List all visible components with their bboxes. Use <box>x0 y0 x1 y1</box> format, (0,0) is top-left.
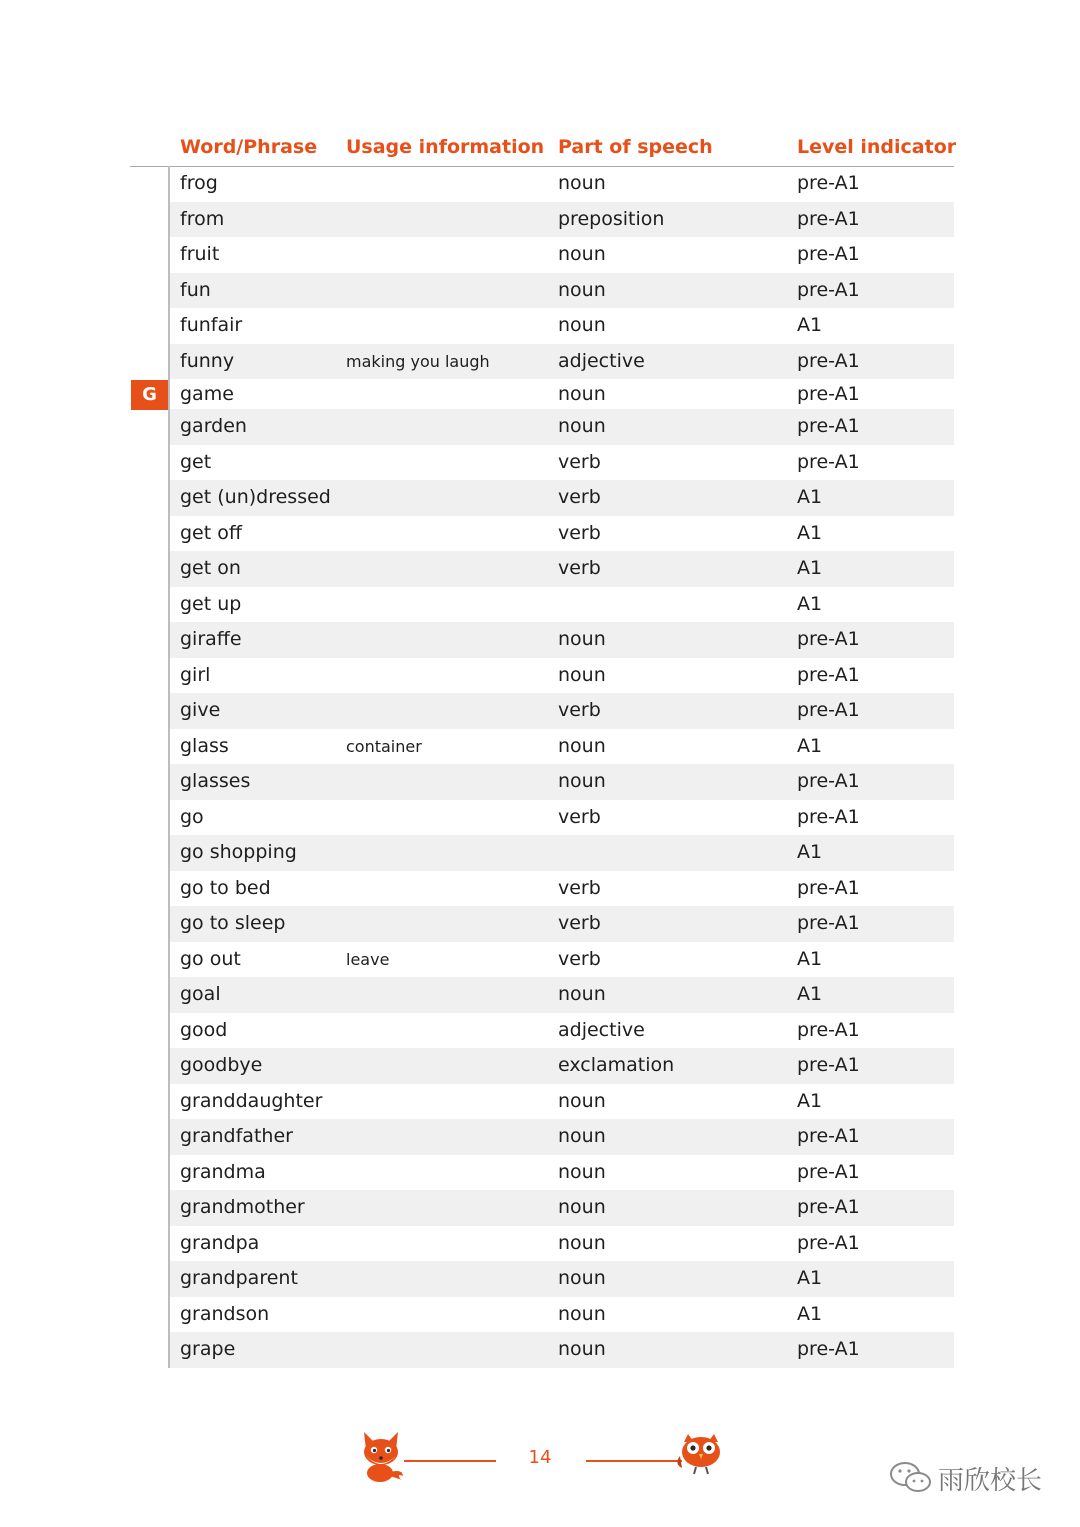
level-cell: pre-A1 <box>797 415 860 437</box>
word-cell: glass <box>180 734 229 757</box>
table-row <box>170 1332 954 1368</box>
level-cell: pre-A1 <box>797 1125 860 1147</box>
word-cell: get (un)dressed <box>180 486 331 508</box>
word-cell: get up <box>180 592 242 615</box>
word-cell: giraffe <box>180 628 242 650</box>
pos-cell: adjective <box>558 349 645 372</box>
usage-cell: leave <box>346 949 390 969</box>
level-cell: pre-A1 <box>797 278 860 301</box>
level-cell: A1 <box>797 841 823 863</box>
table-row <box>170 551 954 587</box>
pos-cell: verb <box>558 450 601 473</box>
word-cell: get on <box>180 557 241 579</box>
table-row <box>170 693 954 729</box>
level-cell: pre-A1 <box>797 172 860 194</box>
pos-cell: verb <box>558 699 601 721</box>
usage-cell: container <box>346 736 422 756</box>
word-cell: get off <box>180 521 242 544</box>
table-row <box>170 166 954 202</box>
table-row <box>170 871 954 907</box>
table-row <box>170 622 954 658</box>
pos-cell: noun <box>558 1160 606 1183</box>
level-cell: pre-A1 <box>797 805 860 828</box>
owl-mascot-icon <box>672 1428 730 1478</box>
pos-cell: verb <box>558 947 601 970</box>
pos-cell: noun <box>558 243 606 265</box>
level-cell: A1 <box>797 1302 823 1325</box>
word-cell: grandfather <box>180 1125 293 1147</box>
table-row <box>170 273 954 309</box>
word-cell: from <box>180 207 225 230</box>
pos-cell: noun <box>558 983 606 1005</box>
level-cell: pre-A1 <box>797 243 860 265</box>
level-cell: pre-A1 <box>797 1196 860 1218</box>
pos-cell: verb <box>558 486 601 508</box>
level-cell: A1 <box>797 557 823 579</box>
table-row <box>170 1155 954 1191</box>
table-row <box>170 1226 954 1262</box>
word-cell: fun <box>180 278 211 301</box>
pos-cell: noun <box>558 383 606 405</box>
word-cell: goodbye <box>180 1054 263 1076</box>
pos-cell: noun <box>558 1125 606 1147</box>
pos-cell: verb <box>558 912 601 934</box>
table-row <box>170 445 954 481</box>
table-row <box>170 977 954 1013</box>
word-cell: grape <box>180 1338 236 1360</box>
header-word: Word/Phrase <box>180 136 318 158</box>
table-row <box>170 202 954 238</box>
pos-cell: noun <box>558 172 606 194</box>
level-cell: A1 <box>797 592 823 615</box>
footer-rule-left <box>404 1460 496 1462</box>
table-row <box>170 1013 954 1049</box>
word-cell: go to bed <box>180 876 271 899</box>
pos-cell: noun <box>558 415 606 437</box>
word-cell: girl <box>180 663 211 686</box>
level-cell: pre-A1 <box>797 383 860 405</box>
table-row <box>170 308 954 344</box>
pos-cell: noun <box>558 278 606 301</box>
table-row <box>170 1190 954 1226</box>
word-cell: give <box>180 699 221 721</box>
pos-cell: noun <box>558 1231 606 1254</box>
word-cell: granddaughter <box>180 1089 323 1112</box>
header-pos: Part of speech <box>558 136 713 158</box>
level-cell: pre-A1 <box>797 207 860 230</box>
word-cell: good <box>180 1018 228 1041</box>
table-row <box>170 1084 954 1120</box>
wechat-icon <box>888 1460 934 1496</box>
level-cell: pre-A1 <box>797 663 860 686</box>
level-cell: pre-A1 <box>797 1018 860 1041</box>
word-cell: funny <box>180 349 235 372</box>
table-row <box>170 1261 954 1297</box>
pos-cell: exclamation <box>558 1054 675 1076</box>
level-cell: pre-A1 <box>797 1054 860 1076</box>
table-row <box>170 906 954 942</box>
table-row <box>170 516 954 552</box>
pos-cell: noun <box>558 1302 606 1325</box>
table-row <box>170 658 954 694</box>
pos-cell: noun <box>558 1089 606 1112</box>
table-row <box>170 587 954 623</box>
pos-cell: noun <box>558 628 606 650</box>
watermark-text: 雨欣校长 <box>938 1466 1043 1496</box>
word-cell: go <box>180 805 204 828</box>
table-row <box>170 835 954 871</box>
level-cell: A1 <box>797 983 823 1005</box>
pos-cell: noun <box>558 770 606 792</box>
vocabulary-table <box>170 166 954 1368</box>
table-row <box>170 942 954 978</box>
table-row <box>170 1297 954 1333</box>
level-cell: A1 <box>797 734 823 757</box>
usage-cell: making you laugh <box>346 351 490 371</box>
word-cell: fruit <box>180 243 220 265</box>
level-cell: pre-A1 <box>797 699 860 721</box>
pos-cell: noun <box>558 663 606 686</box>
pos-cell: preposition <box>558 207 665 230</box>
table-row <box>170 800 954 836</box>
word-cell: grandma <box>180 1160 266 1183</box>
word-cell: grandpa <box>180 1231 260 1254</box>
word-cell: game <box>180 383 234 405</box>
level-cell: A1 <box>797 1267 823 1289</box>
word-cell: go shopping <box>180 841 297 863</box>
level-cell: pre-A1 <box>797 770 860 792</box>
footer-rule-right <box>586 1460 682 1462</box>
level-cell: pre-A1 <box>797 912 860 934</box>
level-cell: pre-A1 <box>797 1338 860 1360</box>
pos-cell: noun <box>558 314 606 336</box>
table-row <box>170 480 954 516</box>
pos-cell: noun <box>558 1338 606 1360</box>
word-cell: funfair <box>180 314 243 336</box>
fox-mascot-icon <box>358 1428 410 1484</box>
header-level: Level indicator <box>797 136 957 158</box>
level-cell: pre-A1 <box>797 628 860 650</box>
word-cell: frog <box>180 172 218 194</box>
table-row <box>170 1119 954 1155</box>
level-cell: A1 <box>797 486 823 508</box>
word-cell: grandson <box>180 1302 270 1325</box>
word-cell: grandmother <box>180 1196 305 1218</box>
table-row <box>170 729 954 765</box>
word-cell: garden <box>180 415 247 437</box>
pos-cell: adjective <box>558 1018 645 1041</box>
word-cell: go out <box>180 947 241 970</box>
table-row <box>170 344 954 380</box>
table-row <box>170 1048 954 1084</box>
level-cell: A1 <box>797 314 823 336</box>
pos-cell: verb <box>558 876 601 899</box>
word-cell: get <box>180 450 212 473</box>
table-row <box>170 237 954 273</box>
pos-cell: noun <box>558 734 606 757</box>
table-row <box>170 409 954 445</box>
level-cell: pre-A1 <box>797 1160 860 1183</box>
level-cell: pre-A1 <box>797 349 860 372</box>
pos-cell: verb <box>558 557 601 579</box>
level-cell: A1 <box>797 947 823 970</box>
word-cell: go to sleep <box>180 912 286 934</box>
section-letter-tab: G <box>131 380 168 410</box>
level-cell: pre-A1 <box>797 1231 860 1254</box>
pos-cell: verb <box>558 805 601 828</box>
table-row <box>170 764 954 800</box>
pos-cell: noun <box>558 1267 606 1289</box>
table-row <box>170 379 954 409</box>
page-number: 14 <box>528 1447 552 1468</box>
level-cell: pre-A1 <box>797 450 860 473</box>
pos-cell: noun <box>558 1196 606 1218</box>
word-cell: grandparent <box>180 1267 298 1289</box>
word-cell: glasses <box>180 770 251 792</box>
pos-cell: verb <box>558 521 601 544</box>
header-usage: Usage information <box>346 136 545 158</box>
level-cell: pre-A1 <box>797 876 860 899</box>
level-cell: A1 <box>797 521 823 544</box>
word-cell: goal <box>180 983 221 1005</box>
level-cell: A1 <box>797 1089 823 1112</box>
